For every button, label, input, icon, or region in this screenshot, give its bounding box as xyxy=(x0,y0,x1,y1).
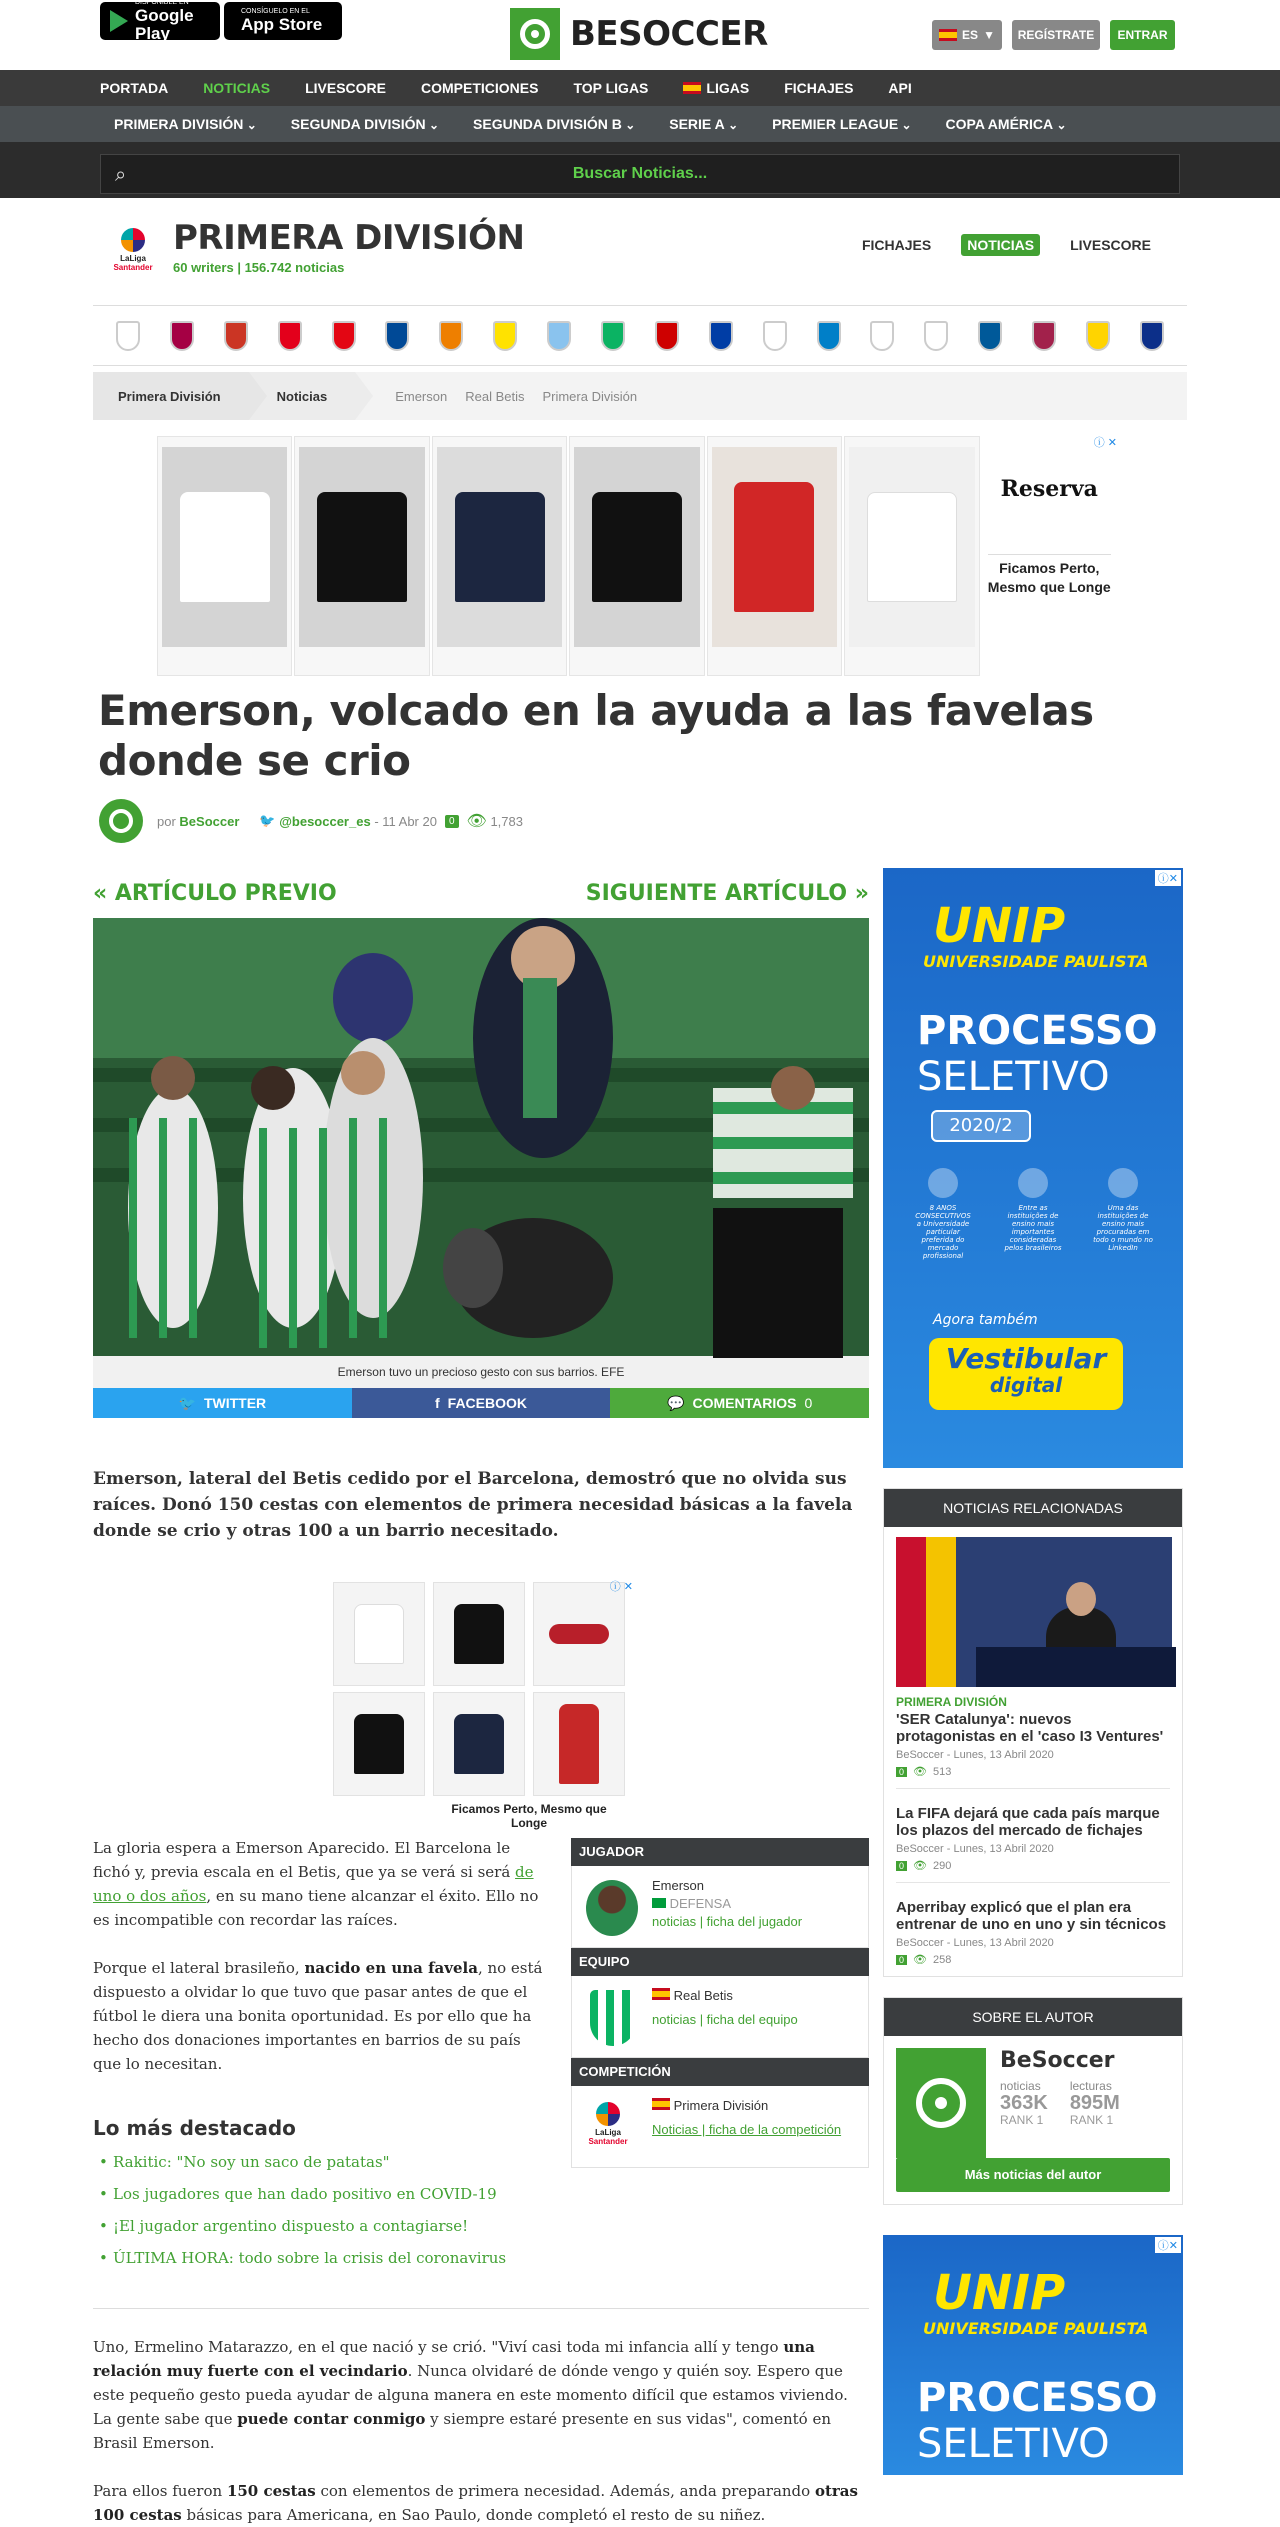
ad-product[interactable] xyxy=(569,436,704,676)
competition-stats: 60 writers | 156.742 noticias xyxy=(173,260,345,275)
laliga-logo: LaLiga Santander xyxy=(111,228,155,276)
team-shield-icon[interactable] xyxy=(278,321,302,351)
view-count: 513 xyxy=(932,1765,952,1778)
related-news-header: NOTICIAS RELACIONADAS xyxy=(884,1489,1182,1527)
adchoices-icon[interactable]: ⓘ ✕ xyxy=(609,1581,633,1593)
news-title[interactable]: Aperribay explicó que el plan era entrenar de uno en uno y sin técnicos xyxy=(896,1899,1167,1933)
laliga-logo[interactable]: LaLiga Santander xyxy=(586,2102,630,2150)
tab-noticias[interactable]: NOTICIAS xyxy=(961,234,1040,256)
related-entities-box xyxy=(571,1838,869,2168)
team-shields-row xyxy=(93,306,1187,366)
search-bar xyxy=(0,142,1280,198)
ad-product[interactable] xyxy=(432,436,567,676)
nav-fichajes[interactable]: FICHAJES xyxy=(784,80,854,96)
more-author-news-button[interactable]: Más noticias del autor xyxy=(896,2158,1170,2192)
spain-flag-icon xyxy=(939,29,957,41)
search-input[interactable] xyxy=(101,155,1179,193)
player-avatar[interactable] xyxy=(586,1880,638,1936)
player-card: Emerson DEFENSA noticias | ficha del jugador xyxy=(571,1866,869,1948)
spain-flag-icon xyxy=(683,82,701,94)
team-shield-icon[interactable] xyxy=(763,321,787,351)
ad-product[interactable] xyxy=(157,436,292,676)
betis-crest-icon[interactable] xyxy=(590,1990,636,2046)
comments-button[interactable]: 💬 COMENTARIOS 0 xyxy=(610,1388,869,1418)
ad-product[interactable] xyxy=(433,1582,525,1686)
team-shield-icon[interactable] xyxy=(224,321,248,351)
view-count: 258 xyxy=(932,1953,952,1966)
news-image[interactable] xyxy=(896,1537,1172,1687)
sidebar xyxy=(883,868,1185,2475)
article-photo xyxy=(93,918,869,1356)
twitter-icon: 🐦 xyxy=(178,1394,196,1411)
main-nav xyxy=(0,70,1280,106)
league-nav xyxy=(0,106,1280,142)
nav-segunda-division-b[interactable]: SEGUNDA DIVISIÓN B ⌄ xyxy=(473,116,635,132)
article-body xyxy=(93,868,869,2527)
register-button[interactable]: REGÍSTRATE xyxy=(1012,20,1100,50)
competition-header: COMPETICIÓN xyxy=(571,2058,869,2086)
unip-ad-2[interactable]: ⓘ✕ UNIP UNIVERSIDADE PAULISTA PROCESSO SELETIVO xyxy=(883,2235,1183,2475)
author-link[interactable]: BeSoccer xyxy=(179,813,240,829)
logo-text: BESOCCER xyxy=(570,14,768,54)
highlights-section xyxy=(93,2116,545,2274)
share-bar xyxy=(93,1388,869,1418)
article-byline: por BeSoccer 🐦 @besoccer_es - 11 Abr 20 0 👁 1,783 xyxy=(99,796,1187,846)
spain-flag-icon xyxy=(652,1988,670,2000)
team-header: EQUIPO xyxy=(571,1948,869,1976)
inline-ad[interactable] xyxy=(333,1581,633,1830)
team-shield-icon[interactable] xyxy=(493,321,517,351)
banner-ad[interactable] xyxy=(157,436,1117,678)
tab-fichajes[interactable]: FICHAJES xyxy=(861,237,932,253)
ad-product[interactable] xyxy=(333,1692,425,1796)
breadcrumb xyxy=(93,372,1187,420)
facebook-icon: f xyxy=(435,1395,440,1411)
caret-down-icon: ▼ xyxy=(983,28,995,42)
author-box: SOBRE EL AUTOR BeSoccer noticias 363K RANK 1 lecturas 895M RANK 1 Más noticias del autor xyxy=(883,1997,1183,2205)
play-icon xyxy=(110,10,128,32)
player-links[interactable]: noticias | ficha del jugador xyxy=(652,1914,803,1929)
highlight-link[interactable]: • Los jugadores que han dado positivo en COVID-19 xyxy=(93,2178,545,2210)
ad-product[interactable] xyxy=(294,436,429,676)
team-shield-icon[interactable] xyxy=(332,321,356,351)
nav-segunda-division[interactable]: SEGUNDA DIVISIÓN ⌄ xyxy=(291,116,439,132)
view-count: 1,783 xyxy=(490,813,523,829)
highlight-link[interactable]: • Rakitic: "No soy un saco de patatas" xyxy=(93,2146,545,2178)
team-shield-icon[interactable] xyxy=(870,321,894,351)
competition-links[interactable]: Noticias | ficha de la competición xyxy=(652,2122,842,2137)
nav-noticias[interactable]: NOTICIAS xyxy=(203,80,271,96)
ad-product[interactable] xyxy=(533,1582,625,1686)
competition-tabs xyxy=(856,234,1157,256)
app-store-button[interactable]: CONSÍGUELO EN EL App Store xyxy=(224,2,342,40)
highlight-link[interactable]: • ¡El jugador argentino dispuesto a contagiarse! xyxy=(93,2210,545,2242)
unip-ad[interactable]: ⓘ✕ UNIP UNIVERSIDADE PAULISTA PROCESSO SELETIVO 2020/2 8 ANOS CONSECUTIVOS a Universidade particular preferida do mercado profissional Entre as instituições de ensino mais importantes consideradas pelos brasileiros Uma das instituições de ensino mais procuradas em todo o mundo no LinkedIn Agora também Vestibular digital xyxy=(883,868,1183,1468)
author-news-count: 363K xyxy=(1000,2092,1048,2114)
view-count: 290 xyxy=(932,1859,952,1872)
tag-link[interactable]: Emerson xyxy=(395,388,448,404)
author-reads-count: 895M xyxy=(1069,2092,1120,2114)
related-news xyxy=(883,1488,1183,1977)
competition-title: PRIMERA DIVISIÓN xyxy=(173,218,525,258)
login-button[interactable]: ENTRAR xyxy=(1110,20,1175,50)
team-shield-icon[interactable] xyxy=(601,321,625,351)
nav-top-ligas[interactable]: TOP LIGAS xyxy=(573,80,649,96)
site-logo[interactable] xyxy=(510,8,768,60)
ad-product[interactable] xyxy=(707,436,842,676)
ad-product[interactable] xyxy=(333,1582,425,1686)
breadcrumb-primera[interactable]: Primera División xyxy=(93,372,249,420)
ad-product[interactable] xyxy=(844,436,979,676)
next-article-link[interactable]: SIGUIENTE ARTÍCULO » xyxy=(585,880,869,906)
team-shield-icon[interactable] xyxy=(439,321,463,351)
player-header: JUGADOR xyxy=(571,1838,869,1866)
team-shield-icon[interactable] xyxy=(170,321,194,351)
competition-name[interactable]: Primera División xyxy=(673,2098,769,2113)
player-name[interactable]: Emerson xyxy=(652,1878,705,1893)
competition-header xyxy=(93,218,1187,306)
nav-serie-a[interactable]: SERIE A ⌄ xyxy=(669,116,738,132)
team-shield-icon[interactable] xyxy=(385,321,409,351)
comment-count-badge: 0 xyxy=(896,1955,907,1965)
brazil-flag-icon xyxy=(652,1898,666,1908)
news-title[interactable]: La FIFA dejará que cada país marque los plazos del mercado de fichajes xyxy=(896,1805,1160,1839)
comment-icon: 💬 xyxy=(667,1394,685,1411)
nav-portada[interactable]: PORTADA xyxy=(100,80,169,96)
spain-flag-icon xyxy=(652,2098,670,2110)
breadcrumb-noticias[interactable]: Noticias xyxy=(249,372,356,420)
comment-count-badge: 0 xyxy=(896,1767,907,1777)
team-shield-icon[interactable] xyxy=(547,321,571,351)
nav-premier-league[interactable]: PREMIER LEAGUE ⌄ xyxy=(772,116,911,132)
highlight-link[interactable]: • ÚLTIMA HORA: todo sobre la crisis del coronavirus xyxy=(93,2242,545,2274)
prev-article-link[interactable]: « ARTÍCULO PREVIO xyxy=(93,880,337,906)
nav-primera-division[interactable]: PRIMERA DIVISIÓN ⌄ xyxy=(114,116,257,132)
team-shield-icon[interactable] xyxy=(1086,321,1110,351)
logo-mark xyxy=(510,8,560,60)
comment-count-badge: 0 xyxy=(896,1861,907,1871)
team-shield-icon[interactable] xyxy=(978,321,1002,351)
news-meta: BeSoccer - Lunes, 13 Abril 2020 xyxy=(896,1843,1054,1855)
paragraph: La gloria espera a Emerson Aparecido. El Barcelona le fichó y, previa escala en el Betis, que ya se verá si será de uno o dos años, en su mano tiene alcanzar el éxito. Ello no es incompatible con recordar las raíces. xyxy=(93,1839,539,1929)
inline-link[interactable]: de uno o dos años xyxy=(93,1863,534,1905)
ad-tagline: Ficamos Perto, Mesmo que Longe xyxy=(451,1802,607,1830)
tag-link[interactable]: Real Betis xyxy=(465,388,525,404)
nav-ligas[interactable]: LIGAS xyxy=(683,80,749,96)
related-news-item[interactable] xyxy=(896,1788,1170,1872)
news-title[interactable]: 'SER Catalunya': nuevos protagonistas en el 'caso I3 Ventures' xyxy=(896,1711,1164,1745)
eye-icon: 👁 xyxy=(913,1954,927,1966)
author-logo[interactable] xyxy=(896,2048,986,2158)
vestibular-cta[interactable]: Vestibular digital xyxy=(929,1338,1123,1410)
ad-tagline: Ficamos Perto, Mesmo que Longe xyxy=(988,554,1111,597)
related-news-item[interactable] xyxy=(896,1695,1170,1778)
author-name: BeSoccer xyxy=(1000,2048,1115,2073)
team-shield-icon[interactable] xyxy=(1140,321,1164,351)
article-title: Emerson, volcado en la ayuda a las favelas donde se crio xyxy=(98,686,1094,785)
ad-product[interactable] xyxy=(533,1692,625,1796)
tag-link[interactable]: Primera División xyxy=(542,388,638,404)
divider xyxy=(93,2308,869,2309)
twitter-icon: 🐦 xyxy=(259,813,276,828)
news-meta: BeSoccer - Lunes, 13 Abril 2020 xyxy=(896,1937,1054,1949)
team-links[interactable]: noticias | ficha del equipo xyxy=(652,2012,798,2027)
competition-card xyxy=(571,2086,869,2168)
news-meta: BeSoccer - Lunes, 13 Abril 2020 xyxy=(896,1749,1054,1761)
author-box-header: SOBRE EL AUTOR xyxy=(884,1998,1182,2036)
share-facebook-button[interactable]: f FACEBOOK xyxy=(352,1388,611,1418)
team-shield-icon[interactable] xyxy=(1032,321,1056,351)
adchoices-icon[interactable]: ⓘ ✕ xyxy=(1093,437,1117,449)
nav-livescore[interactable]: LIVESCORE xyxy=(305,80,386,96)
team-card xyxy=(571,1976,869,2058)
top-bar xyxy=(0,0,1280,70)
team-shield-icon[interactable] xyxy=(655,321,679,351)
adchoices-icon[interactable]: ⓘ✕ xyxy=(1155,870,1181,886)
ad-product[interactable] xyxy=(433,1692,525,1796)
article-lead: Emerson, lateral del Betis cedido por el Barcelona, demostró que no olvida sus raíces. Donó 150 cestas con elementos de primera necesidad básicas a la favela donde se crio y otras 100 a un barrio necesitado. xyxy=(93,1469,853,1541)
team-shield-icon[interactable] xyxy=(817,321,841,351)
photo-caption: Emerson tuvo un precioso gesto con sus barrios. EFE xyxy=(93,1356,869,1388)
comment-count-badge[interactable]: 0 xyxy=(445,815,459,828)
adchoices-icon[interactable]: ⓘ✕ xyxy=(1155,2237,1181,2253)
author-avatar[interactable] xyxy=(99,799,143,843)
nav-competiciones[interactable]: COMPETICIONES xyxy=(420,80,539,96)
nav-copa-america[interactable]: COPA AMÉRICA ⌄ xyxy=(946,116,1067,132)
share-twitter-button[interactable]: 🐦 TWITTER xyxy=(93,1388,352,1418)
team-name[interactable]: Real Betis xyxy=(673,1988,733,2003)
search-icon[interactable]: ⌕ xyxy=(115,164,127,186)
highlights-title: Lo más destacado xyxy=(93,2116,296,2140)
paragraph: Para ellos fueron 150 cestas con elementos de primera necesidad. Además, anda preparando otras 100 cestas básicas para Americana, en Sao Paulo, donde completó el resto de su niñez. xyxy=(93,2482,858,2524)
tab-livescore[interactable]: LIVESCORE xyxy=(1070,237,1151,253)
eye-icon: 👁 xyxy=(466,813,487,830)
paragraph: Porque el lateral brasileño, nacido en una favela, no está dispuesto a olvidar lo que tuvo que pasar antes de que el fútbol le diera una bonita oportunidad. Es por ello que ha hecho dos donaciones importantes en barrios de su país que lo necesitan. xyxy=(93,1959,543,2073)
language-select[interactable]: ES ▼ xyxy=(932,20,1002,50)
paragraph: Uno, Ermelino Matarazzo, en el que nació y se crió. "Viví casi toda mi infancia allí y tengo una relación muy fuerte con el vecindario. Nunca olvidaré de dónde vengo y quién soy. Espero que este pequeño gesto pueda ayudar de alguna manera en este momento difícil que estamos viviendo. La gente sabe que puede contar conmigo y siempre estaré presente en sus vidas", comentó en Brasil Emerson. xyxy=(93,2338,848,2452)
eye-icon: 👁 xyxy=(913,1766,927,1778)
nav-api[interactable]: API xyxy=(888,80,912,96)
google-play-button[interactable]: DISPONIBLE EN Google Play xyxy=(100,2,220,40)
team-shield-icon[interactable] xyxy=(116,321,140,351)
news-category: PRIMERA DIVISIÓN xyxy=(896,1695,1007,1709)
related-news-item[interactable] xyxy=(896,1882,1170,1966)
team-shield-icon[interactable] xyxy=(924,321,948,351)
twitter-handle[interactable]: @besoccer_es xyxy=(279,813,371,829)
eye-icon: 👁 xyxy=(913,1860,927,1872)
team-shield-icon[interactable] xyxy=(709,321,733,351)
reserva-logo: Reserva xyxy=(1000,476,1098,502)
